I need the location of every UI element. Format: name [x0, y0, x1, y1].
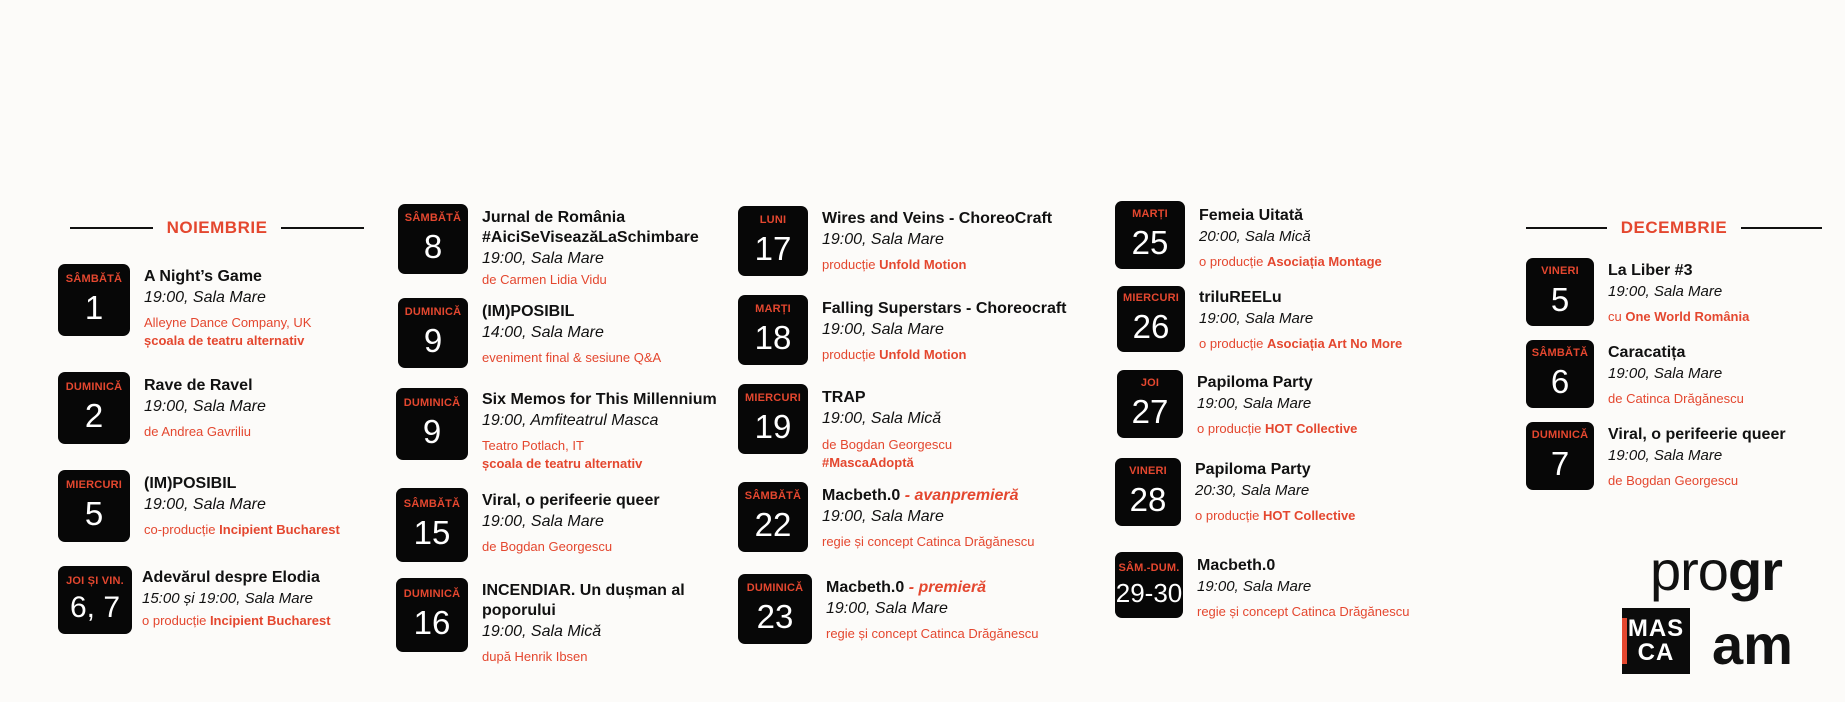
event-time: 19:00, Sala Mare: [826, 600, 948, 617]
event-title[interactable]: A Night’s Game: [144, 268, 262, 285]
event-card[interactable]: [1117, 286, 1402, 353]
weekday: MIERCURI: [1123, 292, 1179, 304]
event-time: 19:00, Sala Mare: [1608, 365, 1723, 382]
event-card[interactable]: [1117, 370, 1357, 438]
divider: [281, 227, 364, 229]
divider: [1526, 227, 1607, 229]
day-number: 6, 7: [69, 590, 121, 624]
event-credit: de Catinca Drăgănescu: [1608, 391, 1744, 406]
weekday: MARȚI: [1132, 208, 1168, 220]
date-badge: [396, 578, 468, 652]
event-credit-secondary: școala de teatru alternativ: [144, 333, 305, 348]
day-number: 17: [754, 230, 792, 267]
event-card[interactable]: [58, 566, 331, 634]
logo-accent-bar: [1622, 618, 1627, 664]
event-card[interactable]: [58, 470, 340, 542]
date-badge: [1117, 370, 1183, 438]
event-time: 19:00, Sala Mare: [482, 513, 604, 530]
event-card[interactable]: [1115, 552, 1409, 621]
event-credit: cu One World România: [1608, 309, 1750, 324]
date-badge: [738, 384, 808, 454]
month-header-december: [1526, 215, 1822, 241]
event-card[interactable]: [1115, 201, 1382, 271]
event-credit-secondary: școala de teatru alternativ: [482, 456, 643, 471]
event-card[interactable]: [1526, 340, 1744, 408]
weekday: DUMINICĂ: [404, 306, 462, 318]
event-title[interactable]: Adevărul despre Elodia: [142, 569, 320, 586]
event-title[interactable]: Rave de Ravel: [144, 377, 253, 394]
event-title[interactable]: Caracatița: [1608, 344, 1686, 361]
day-number: 23: [756, 598, 794, 635]
event-credit: Teatro Potlach, IT: [482, 438, 584, 453]
event-card[interactable]: [398, 204, 712, 289]
event-title[interactable]: INCENDIAR. Un dușman al poporului: [482, 582, 685, 619]
event-credit: producție Unfold Motion: [822, 257, 967, 272]
event-title[interactable]: Femeia Uitată: [1199, 207, 1304, 224]
event-card[interactable]: [738, 384, 952, 472]
event-title[interactable]: Papiloma Party: [1197, 374, 1313, 391]
day-number: 18: [754, 319, 792, 356]
weekday: SÂMBĂTĂ: [744, 490, 802, 502]
event-card[interactable]: [1115, 458, 1355, 526]
date-badge: [1526, 422, 1594, 490]
event-title[interactable]: Macbeth.0 - avanpremieră: [822, 487, 1019, 504]
event-credit: eveniment final & sesiune Q&A: [482, 350, 662, 365]
day-number: 6: [1550, 363, 1570, 400]
event-title[interactable]: Papiloma Party: [1195, 461, 1311, 478]
weekday: SÂMBĂTĂ: [65, 273, 123, 285]
event-card[interactable]: [396, 488, 660, 562]
event-time: 19:00, Sala Mare: [144, 496, 266, 513]
date-badge: [396, 488, 468, 562]
event-credit-secondary: #MascaAdoptă: [822, 455, 914, 470]
event-credit: regie și concept Catinca Drăgănescu: [1197, 604, 1410, 619]
event-credit: regie și concept Catinca Drăgănescu: [826, 626, 1039, 641]
day-number: 16: [413, 604, 451, 641]
weekday: DUMINICĂ: [1531, 429, 1589, 441]
date-badge: [1526, 258, 1594, 326]
date-badge: [398, 204, 468, 274]
event-card[interactable]: [396, 388, 717, 473]
date-badge: [738, 206, 808, 276]
day-number: 5: [1550, 281, 1570, 318]
event-time: 19:00, Sala Mare: [1197, 578, 1312, 595]
event-title[interactable]: Viral, o perifeerie queer: [482, 492, 660, 509]
month-label: DECEMBRIE: [1620, 218, 1728, 237]
masca-logo: [1622, 608, 1690, 674]
day-number: 5: [84, 495, 104, 532]
day-number: 15: [413, 514, 451, 551]
date-badge: [1117, 286, 1185, 352]
event-title[interactable]: La Liber #3: [1608, 262, 1693, 279]
event-credit: o producție HOT Collective: [1195, 508, 1356, 523]
day-number: 25: [1131, 224, 1169, 261]
event-card[interactable]: [1526, 258, 1749, 326]
event-time: 20:00, Sala Mică: [1199, 228, 1311, 245]
weekday: JOI: [1140, 377, 1160, 389]
event-credit: o producție Asociația Montage: [1199, 254, 1382, 269]
date-badge: [58, 566, 132, 634]
day-number: 27: [1131, 393, 1169, 430]
event-card[interactable]: [738, 482, 1034, 552]
weekday: VINERI: [1541, 265, 1579, 277]
event-title[interactable]: TRAP: [822, 389, 866, 406]
weekday: DUMINICĂ: [746, 582, 804, 594]
day-number: 22: [754, 506, 792, 543]
event-card[interactable]: [396, 578, 712, 666]
date-badge: [1115, 201, 1185, 269]
event-time: 14:00, Sala Mare: [482, 324, 604, 341]
event-title[interactable]: Macbeth.0: [1197, 557, 1276, 574]
day-number: 28: [1129, 481, 1167, 518]
weekday: JOI ȘI VIN.: [66, 574, 124, 587]
event-credit: producție Unfold Motion: [822, 347, 967, 362]
day-number: 2: [84, 397, 104, 434]
event-title[interactable]: Jurnal de România #AiciSeViseazăLaSchimbare: [482, 209, 699, 246]
weekday: MIERCURI: [745, 392, 801, 404]
day-number: 8: [423, 228, 443, 265]
weekday: MIERCURI: [66, 479, 122, 491]
event-time: 20:30, Sala Mare: [1195, 482, 1310, 499]
date-badge: [58, 470, 130, 542]
date-badge: [1526, 340, 1594, 408]
event-time: 19:00, Sala Mare: [822, 231, 944, 248]
event-title[interactable]: (IM)POSIBIL: [144, 475, 237, 492]
masca-logo-bottom: CA: [1637, 639, 1675, 666]
date-badge: [58, 372, 130, 444]
date-badge: [58, 264, 130, 336]
event-time: 19:00, Sala Mică: [822, 410, 942, 427]
weekday: SÂMBĂTĂ: [404, 212, 462, 224]
event-credit: după Henrik Ibsen: [482, 649, 588, 664]
event-time: 19:00, Sala Mare: [1199, 310, 1314, 327]
date-badge: [396, 388, 468, 460]
date-badge: [738, 574, 812, 644]
event-time: 19:00, Sala Mare: [822, 321, 944, 338]
day-number: 7: [1550, 445, 1570, 482]
divider: [1741, 227, 1822, 229]
day-number: 9: [422, 413, 442, 450]
date-badge: [1115, 552, 1183, 618]
event-title[interactable]: Six Memos for This Millennium: [482, 391, 717, 408]
event-time: 19:00, Sala Mare: [822, 508, 944, 525]
event-card[interactable]: [58, 264, 311, 350]
day-number: 26: [1132, 308, 1170, 345]
event-credit: de Bogdan Georgescu: [822, 437, 953, 452]
weekday: MARȚI: [755, 303, 791, 315]
weekday: SÂM.-DUM.: [1118, 561, 1180, 574]
event-credit: de Andrea Gavriliu: [144, 424, 251, 439]
date-badge: [738, 295, 808, 365]
weekday: DUMINICĂ: [403, 588, 461, 600]
event-credit: de Bogdan Georgescu: [482, 539, 613, 554]
month-label: NOIEMBRIE: [166, 218, 268, 237]
event-title[interactable]: Macbeth.0 - premieră: [826, 579, 987, 596]
event-card[interactable]: [738, 574, 1038, 644]
weekday: SÂMBĂTĂ: [403, 498, 461, 510]
day-number: 1: [84, 289, 104, 326]
weekday: DUMINICĂ: [65, 381, 123, 393]
weekday: SÂMBĂTĂ: [1531, 347, 1589, 359]
event-credit: o producție Incipient Bucharest: [142, 613, 331, 628]
date-badge: [738, 482, 808, 552]
event-credit: de Carmen Lidia Vidu: [482, 272, 607, 287]
event-card[interactable]: [738, 295, 1067, 365]
divider: [70, 227, 153, 229]
day-number: 29-30: [1115, 577, 1183, 608]
program-logo-text-top: progr: [1650, 539, 1782, 602]
event-title[interactable]: triluREELu: [1199, 289, 1282, 306]
event-credit: de Bogdan Georgescu: [1608, 473, 1739, 488]
event-time: 19:00, Sala Mare: [1197, 395, 1312, 412]
program-logo-text-bottom: am: [1712, 613, 1793, 676]
event-card[interactable]: [738, 206, 1052, 276]
day-number: 9: [423, 322, 443, 359]
masca-logo-top: MAS: [1627, 615, 1685, 642]
event-time: 19:00, Sala Mare: [1608, 283, 1723, 300]
event-time: 19:00, Sala Mare: [1608, 447, 1723, 464]
event-credit: co-producție Incipient Bucharest: [144, 522, 340, 537]
date-badge: [1115, 458, 1181, 526]
weekday: VINERI: [1129, 465, 1167, 477]
event-card[interactable]: [398, 298, 661, 368]
event-time: 19:00, Sala Mare: [144, 398, 266, 415]
weekday: DUMINICĂ: [403, 397, 461, 409]
event-card[interactable]: [1526, 422, 1786, 490]
date-badge: [398, 298, 468, 368]
event-credit: Alleyne Dance Company, UK: [144, 315, 312, 330]
event-credit: regie și concept Catinca Drăgănescu: [822, 534, 1035, 549]
weekday: LUNI: [759, 214, 787, 226]
event-title[interactable]: Wires and Veins - ChoreoCraft: [822, 210, 1053, 227]
event-time: 19:00, Sala Mică: [482, 623, 602, 640]
month-header-november: [70, 215, 364, 241]
event-card[interactable]: [58, 372, 266, 444]
day-number: 19: [754, 408, 792, 445]
event-title[interactable]: Viral, o perifeerie queer: [1608, 426, 1786, 443]
event-credit: o producție HOT Collective: [1197, 421, 1358, 436]
event-time: 19:00, Sala Mare: [482, 250, 604, 267]
event-credit: o producție Asociația Art No More: [1199, 336, 1403, 351]
event-title[interactable]: (IM)POSIBIL: [482, 303, 575, 320]
event-time: 19:00, Sala Mare: [144, 289, 266, 306]
event-time: 19:00, Amfiteatrul Masca: [482, 412, 659, 429]
event-title[interactable]: Falling Superstars - Choreocraft: [822, 300, 1067, 317]
event-time: 15:00 și 19:00, Sala Mare: [142, 590, 313, 607]
